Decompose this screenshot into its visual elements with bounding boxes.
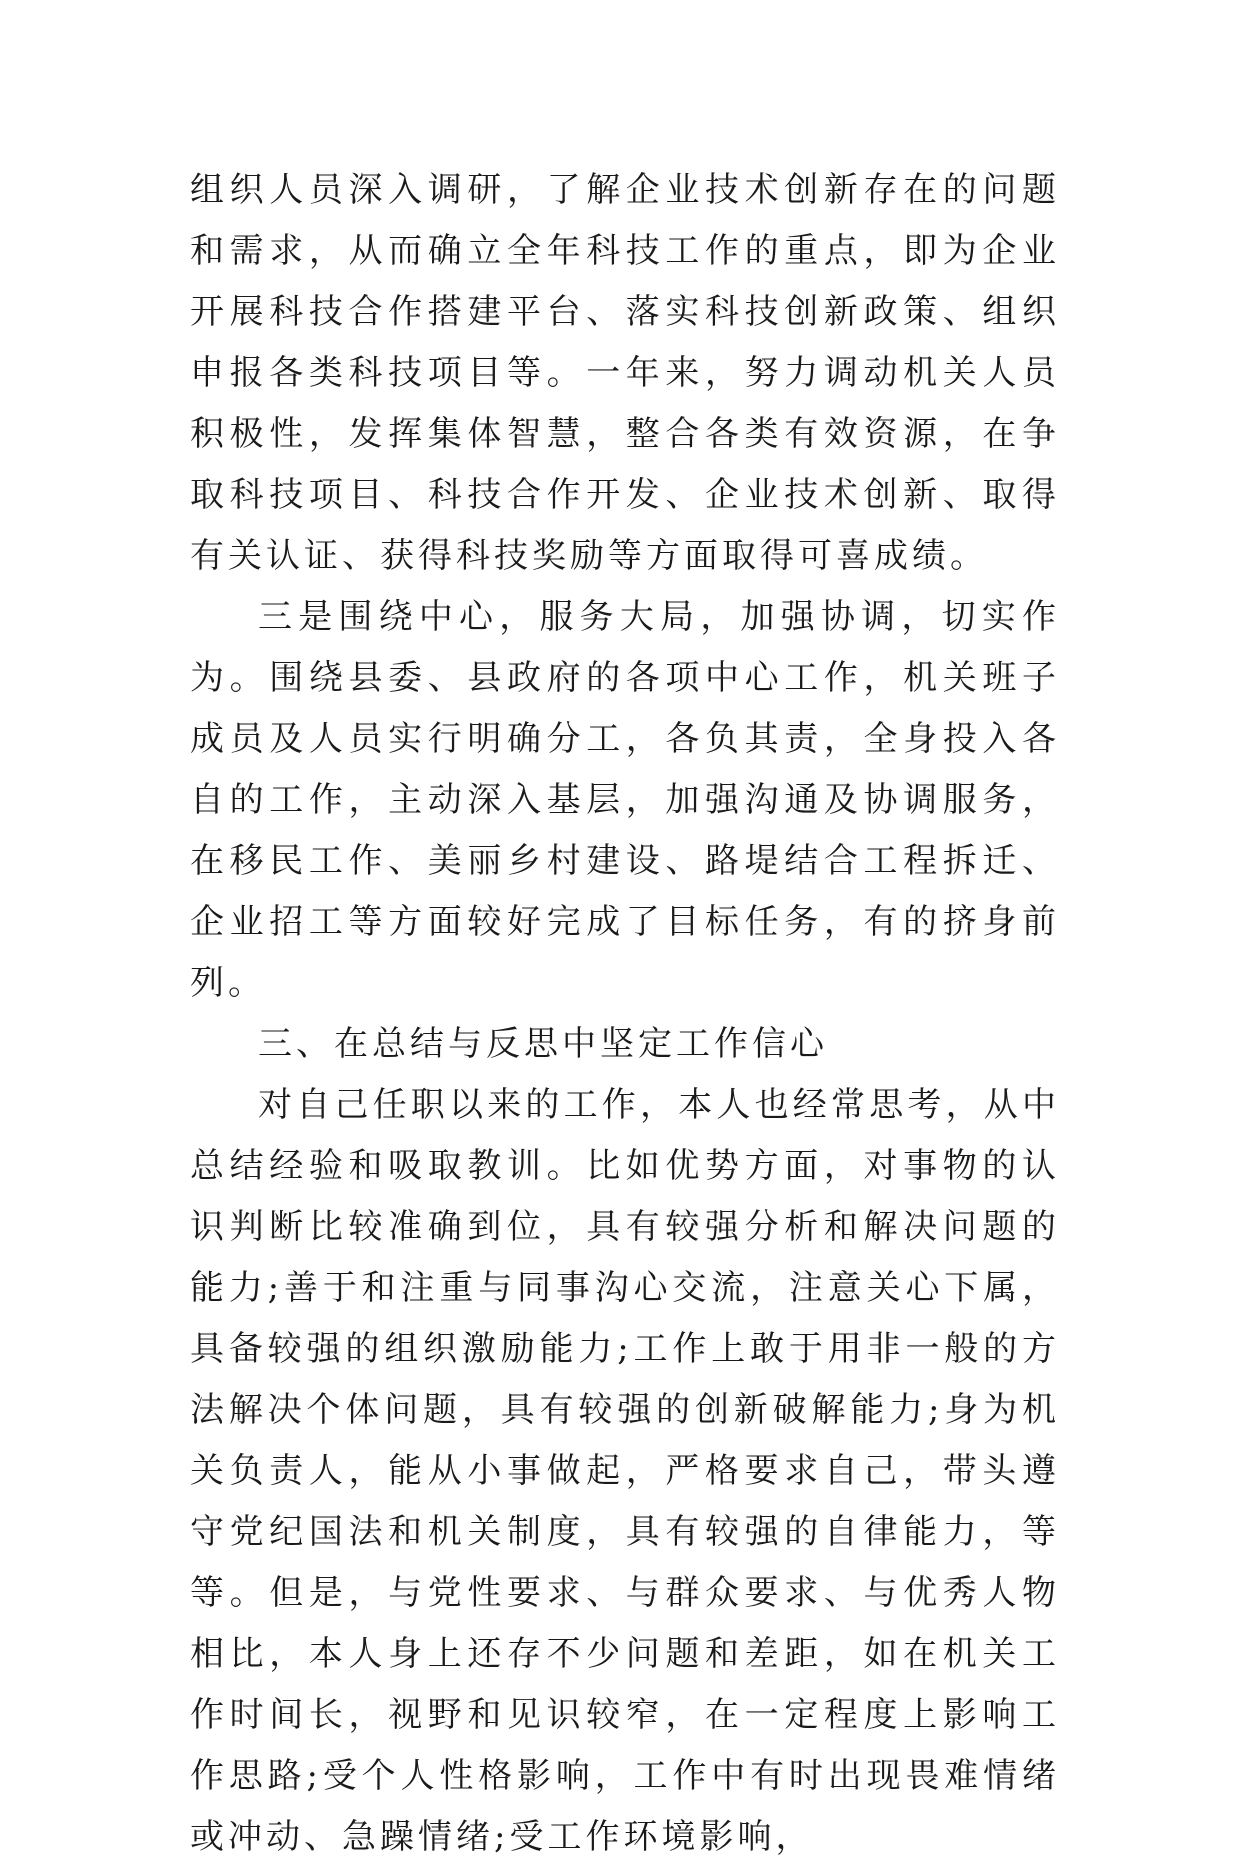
paragraph-reflection: 对自己任职以来的工作，本人也经常思考，从中总结经验和吸取教训。比如优势方面，对事物的认识判断比较准确到位，具有较强分析和解决问题的能力;善于和注重与同事沟心交流，注意关心下属，具备较强的组织激励能力;工作上敢于用非一般的方法解决个体问题，具有较强的创新破解能力;身为机关负责人，能从小事做起，严格要求自己，带头遵守党纪国法和机关制度，具有较强的自律能力，等等。但是，与党性要求、与群众要求、与优秀人物相比，本人身上还存不少问题和差距，如在机关工作时间长，视野和见识较窄，在一定程度上影响工作思路;受个人性格影响，工作中有时出现畏难情绪或冲动、急躁情绪;受工作环境影响， — [190, 1085, 1060, 1857]
section-heading: 三、在总结与反思中坚定工作信心 — [258, 1024, 828, 1064]
document-body — [190, 160, 1060, 1868]
paragraph-point-three: 三是围绕中心，服务大局，加强协调，切实作为。围绕县委、县政府的各项中心工作，机关班子成员及人员实行明确分工，各负其责，全身投入各自的工作，主动深入基层，加强沟通及协调服务，在移民工作、美丽乡村建设、路堤结合工程拆迁、企业招工等方面较好完成了目标任务，有的挤身前列。 — [190, 597, 1060, 1003]
paragraph-continuation: 组织人员深入调研，了解企业技术创新存在的问题和需求，从而确立全年科技工作的重点，即为企业开展科技合作搭建平台、落实科技创新政策、组织申报各类科技项目等。一年来，努力调动机关人员积极性，发挥集体智慧，整合各类有效资源，在争取科技项目、科技合作开发、企业技术创新、取得有关认证、获得科技奖励等方面取得可喜成绩。 — [190, 170, 1060, 576]
